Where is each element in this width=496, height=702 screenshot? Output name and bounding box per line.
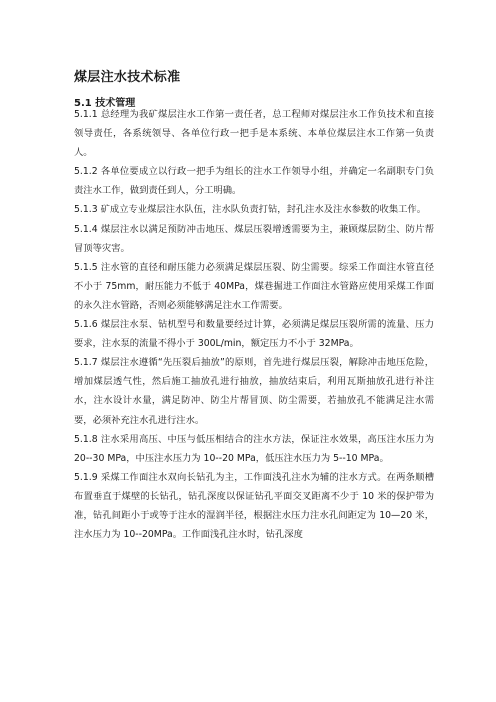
- paragraph-5-1-4: 5.1.4 煤层注水以满足预防冲击地压、煤层压裂增透需要为主，兼顾煤层防尘、防片帮冒顶等灾害。: [74, 223, 434, 254]
- paragraph-5-1-3: 5.1.3 矿成立专业煤层注水队伍，注水队负责打钻，封孔注水及注水参数的收集工作。: [74, 204, 427, 216]
- document-title: 煤层注水技术标准: [74, 70, 181, 85]
- paragraph-5-1-6: 5.1.6 煤层注水泵、钻机型号和数量要经过计算，必须满足煤层压裂所需的流量、压力要求，注水泵的流量不得小于 300L/min，额定压力不小于 32MPa。: [74, 319, 434, 350]
- paragraph-5-1-7: 5.1.7 煤层注水遵循“先压裂后抽放”的原则，首先进行煤层压裂，解除冲击地压危险，增加煤层透气性，然后施工抽放孔进行抽放，抽放结束后，利用瓦斯抽放孔进行补注水，注水设计水量，满足防冲、防尘片帮冒顶、防尘需要，若抽放孔不能满足注水需要，必须补充注水孔进行注水。: [74, 357, 434, 426]
- paragraph-5-1-1: 5.1.1 总经理为我矿煤层注水工作第一责任者，总工程师对煤层注水工作负技术和直接领导责任，各系统领导、各单位行政一把手是本系统、本单位煤层注水工作第一负责人。: [74, 109, 434, 159]
- section-heading: 5.1 技术管理: [74, 98, 136, 109]
- paragraph-5-1-9: 5.1.9 采煤工作面注水双向长钻孔为主，工作面浅孔注水为辅的注水方式。在两条顺槽布置垂直于煤壁的长钻孔，钻孔深度以保证钻孔平面交叉距离不少于 10 米的保护带为准，钻孔间距小于或等于注水的湿润半径，根据注水压力注水孔间距定为 10—20 米，注水压力为 10--20MPa。工作面浅孔注水时，钻孔深度: [74, 471, 434, 541]
- paragraph-5-1-5: 5.1.5 注水管的直径和耐压能力必须满足煤层压裂、防尘需要。综采工作面注水管直径不小于 75mm，耐压能力不低于 40MPa，煤巷掘进工作面注水管路应使用采煤工作面的永久注水管路，否则必须能够满足注水工作需要。: [74, 261, 434, 311]
- paragraph-5-1-8: 5.1.8 注水采用高压、中压与低压相结合的注水方法，保证注水效果，高压注水压力为 20--30 MPa，中压注水压力为 10--20 MPa，低压注水压力为 5--10 MPa。: [74, 433, 434, 464]
- paragraph-5-1-2: 5.1.2 各单位要成立以行政一把手为组长的注水工作领导小组，并确定一名副职专门负责注水工作，做到责任到人，分工明确。: [74, 166, 434, 197]
- document-body: [74, 105, 434, 544]
